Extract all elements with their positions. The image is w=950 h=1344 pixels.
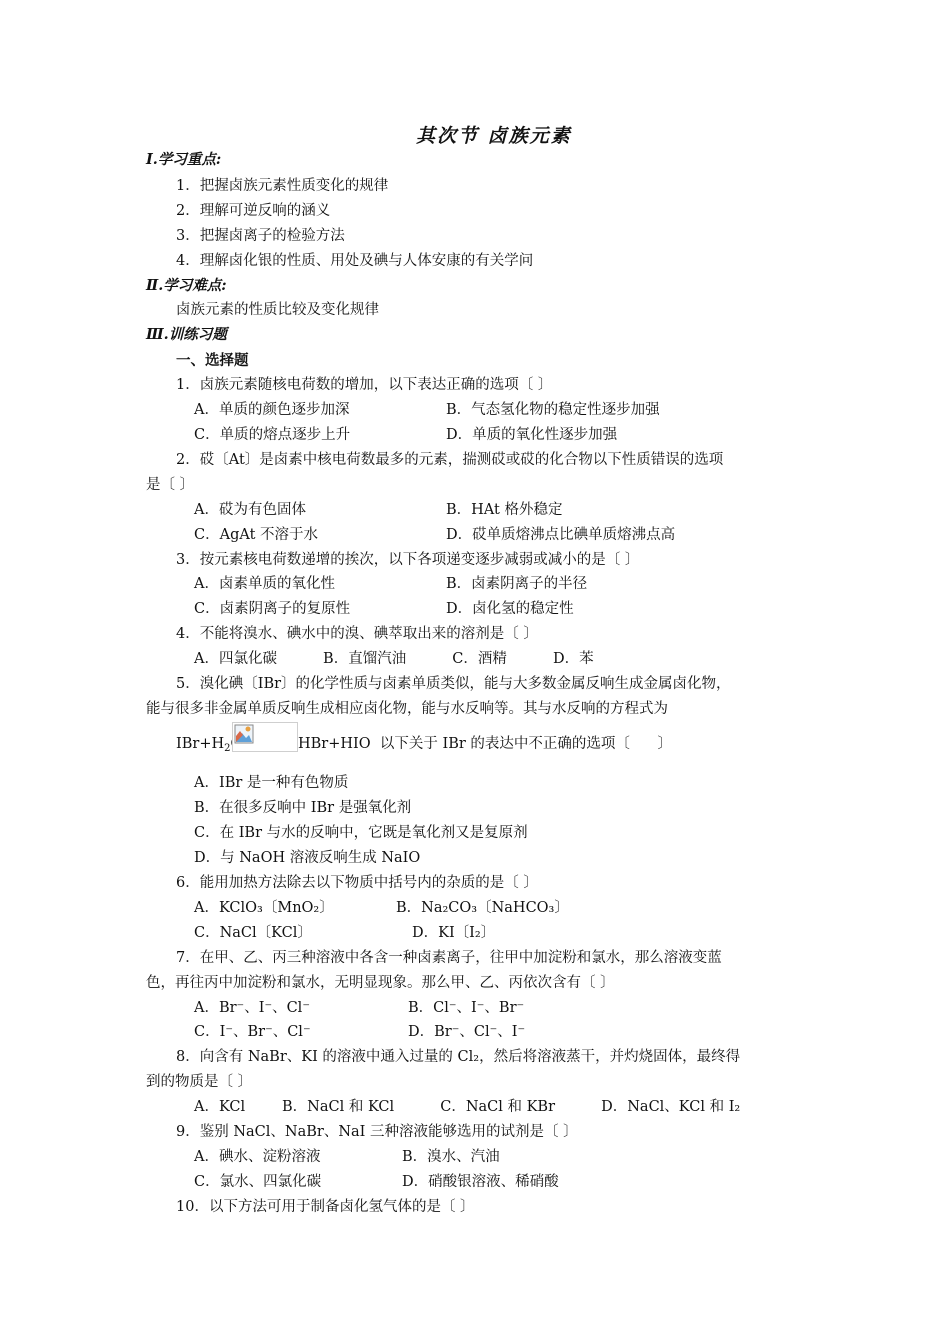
key-point-4: 4．理解卤化银的性质、用处及碘与人体安康的有关学问 [176,253,534,269]
question-9-option-c: C．氯水、四氯化碳 [194,1174,322,1190]
question-3-option-d: D．卤化氢的稳定性 [446,601,574,617]
section-heading-exercises: Ⅲ.训练习题 [146,326,227,343]
question-5-option-d: D．与 NaOH 溶液反响生成 NaIO [194,850,421,866]
question-7-stem-line2: 色，再往丙中加淀粉和氯水，无明显现象。那么甲、乙、丙依次含有〔 〕 [146,975,615,991]
question-8-options: A．KCl B．NaCl 和 KCl C．NaCl 和 KBr D．NaCl、KCl 和 I₂ [194,1099,741,1115]
equation-subscript: 2 [224,743,231,754]
question-5-stem-line1: 5．溴化碘〔IBr〕的化学性质与卤素单质类似，能与大多数金属反响生成金属卤化物， [176,676,731,692]
subheading-choice-questions: 一、选择题 [176,352,249,369]
question-8-stem-line2: 到的物质是〔 〕 [146,1074,253,1090]
question-1-option-c: C．单质的熔点逐步上升 [194,427,351,443]
question-3-stem: 3．按元素核电荷数递增的挨次，以下各项递变逐步减弱或减小的是〔 〕 [176,552,640,568]
question-9-option-b: B．溴水、汽油 [402,1149,500,1165]
question-4-stem: 4．不能将溴水、碘水中的溴、碘萃取出来的溶剂是〔 〕 [176,626,538,642]
question-6-option-d: D．KI〔I₂〕 [412,925,496,941]
key-point-3: 3．把握卤离子的检验方法 [176,228,345,244]
question-3-option-b: B．卤素阴离子的半径 [446,576,588,592]
question-5-equation-right: HBr+HIO 以下关于 IBr 的表达中不正确的选项〔 〕 [298,736,673,752]
difficulty-text: 卤族元素的性质比较及变化规律 [176,302,379,318]
question-2-stem-line1: 2．砹〔At〕是卤素中核电荷数最多的元素，揣测砹或砹的化合物以下性质错误的选项 [176,452,724,468]
section-heading-difficulties: Ⅱ.学习难点: [146,277,227,294]
question-6-stem: 6．能用加热方法除去以下物质中括号内的杂质的是〔 〕 [176,875,538,891]
question-6-option-b: B．Na₂CO₃〔NaHCO₃〕 [396,900,569,916]
question-1-stem: 1．卤族元素随核电荷数的增加，以下表达正确的选项〔 〕 [176,377,553,393]
question-2-option-c: C．AgAt 不溶于水 [194,527,319,543]
question-7-option-d: D．Br⁻、Cl⁻、I⁻ [408,1024,526,1040]
question-2-option-b: B．HAt 格外稳定 [446,502,563,518]
question-4-options: A．四氯化碳 B．直馏汽油 C．酒精 D．苯 [194,651,594,667]
question-5-stem-line2: 能与很多非金属单质反响生成相应卤化物，能与水反响等。其与水反响的方程式为 [146,701,668,717]
section-heading-key-points: Ⅰ.学习重点: [146,151,222,168]
question-8-stem-line1: 8．向含有 NaBr、KI 的溶液中通入过量的 Cl₂，然后将溶液蒸干，并灼烧固体，最终得 [176,1049,741,1065]
question-1-option-d: D．单质的氧化性逐步加强 [446,427,618,443]
page-title: 其次节 卤族元素 [416,125,572,147]
question-1-option-b: B．气态氢化物的稳定性逐步加强 [446,402,660,418]
question-3-option-a: A．卤素单质的氧化性 [194,576,335,592]
question-5-option-b: B．在很多反响中 IBr 是强氧化剂 [194,800,412,816]
question-2-option-d: D．砹单质熔沸点比碘单质熔沸点高 [446,527,676,543]
question-3-option-c: C．卤素阴离子的复原性 [194,601,351,617]
question-9-stem: 9．鉴别 NaCl、NaBr、NaI 三种溶液能够选用的试剂是〔 〕 [176,1124,578,1140]
question-10-stem: 10．以下方法可用于制备卤化氢气体的是〔 〕 [176,1199,475,1215]
question-1-option-a: A．单质的颜色逐步加深 [194,402,350,418]
question-5-option-c: C．在 IBr 与水的反响中，它既是氧化剂又是复原剂 [194,825,528,841]
question-7-option-b: B．Cl⁻、I⁻、Br⁻ [408,1000,525,1016]
key-point-1: 1．把握卤族元素性质变化的规律 [176,178,389,194]
equation-left-part-a: IBr+H [176,736,225,752]
question-9-option-d: D．硝酸银溶液、稀硝酸 [402,1174,559,1190]
reversible-arrow-image-placeholder [232,722,298,752]
question-6-option-c: C．NaCl〔KCl〕 [194,925,312,941]
question-5-option-a: A．IBr 是一种有色物质 [194,775,349,791]
question-2-option-a: A．砹为有色固体 [194,502,306,518]
question-7-option-c: C．I⁻、Br⁻、Cl⁻ [194,1024,311,1040]
question-9-option-a: A．碘水、淀粉溶液 [194,1149,321,1165]
question-2-stem-line2: 是〔 〕 [146,477,195,493]
question-6-option-a: A．KClO₃〔MnO₂〕 [194,900,334,916]
question-7-option-a: A．Br⁻、I⁻、Cl⁻ [194,1000,310,1016]
question-7-stem-line1: 7．在甲、乙、丙三种溶液中各含一种卤素离子，往甲中加淀粉和氯水，那么溶液变蓝 [176,950,722,966]
broken-image-icon [234,724,254,744]
key-point-2: 2．理解可逆反响的涵义 [176,203,331,219]
